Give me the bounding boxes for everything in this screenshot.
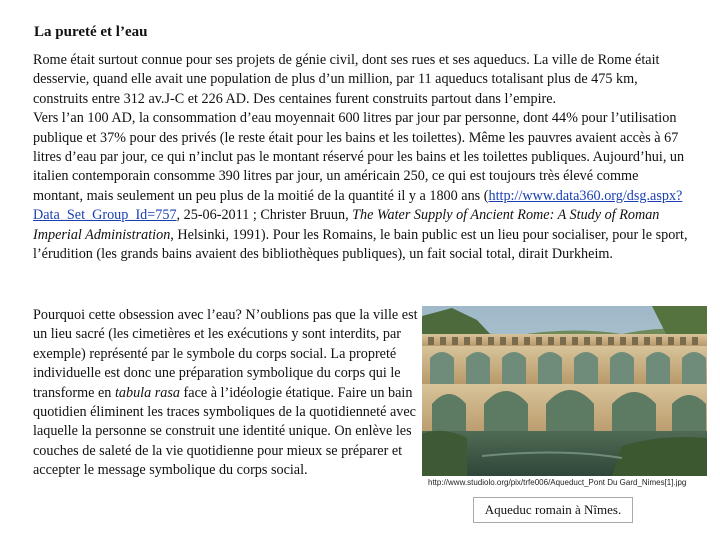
image-source-url: http://www.studiolo.org/pix/trfe006/Aqueduct_Pont Du Gard_Nimes[1].jpg: [428, 478, 687, 487]
consumption-text: Vers l’an 100 AD, la consommation d’eau moyennait 600 litres par jour par personne, dont 44% pour l’utilisation publique et 37% pour des privés (le reste était pour les bains et les toilettes). Même les pauvres avaient accès à 67 litres d’eau par jour, ce qui n’inclut pas le montant réservé pour les bains et les toilettes publiques. Aujourd’hui, un italien contemporain consomme 390 litres par jour, un américain 250, ce qui est toujours très élevé comme montant, mais seulement un peu plus de la moitié de la quantité il y a 1800 ans (: [33, 110, 685, 204]
paragraph-water-consumption: [33, 109, 689, 264]
paragraph-rome-engineering: Rome était surtout connue pour ses projets de génie civil, dont ses rues et ses aqueducs. La ville de Rome était desservie, quand elle avait une population de plus d’un million, par 11 aqueducs totalisant plus de 475 km, construits entre 312 av.J-C et 226 AD. Des centaines furent construits partout dans l’empire.: [33, 52, 660, 107]
purity-text-end: face à l’idéologie étatique. Faire un bain quotidien éliminent les traces symboliques de la quotidienneté avec laquelle la personne se construit une identité unique. On enlève les couches de saleté de la vie quotidienne pour mieux se préparer et accepter le message symbolique du corps social.: [33, 384, 416, 479]
paragraph-purity: [33, 306, 418, 481]
book-title: The Water Supply of Ancient Rome: A Study of Roman Imperial Administration: [33, 207, 660, 243]
citation-text: , 25-06-2011 ; Christer Bruun,: [176, 207, 353, 224]
data360-link[interactable]: http://www.data360.org/dsg.aspx?Data_Set_Group_Id=757: [33, 187, 683, 224]
tabula-rasa-term: tabula rasa: [114, 384, 180, 401]
page-title: La pureté et l’eau: [34, 24, 148, 40]
purity-text: Pourquoi cette obsession avec l’eau? N’oublions pas que la ville est un lieu sacré (les cimetières et les exécutions y sont interdits, par exemple) représenté par le symbole du corps social. La propreté individuelle est donc une préparation symbolique du corps qui le transforme en: [33, 307, 418, 401]
baths-text: , Helsinki, 1991). Pour les Romains, le bain public est un lieu pour socialiser, pour le sport, l’érudition (les grands bains avaient des bibliothèques publiques), un fait social total, dirait Durkheim.: [33, 226, 688, 263]
aqueduct-illustration: [422, 306, 707, 476]
image-caption: Aqueduc romain à Nîmes.: [473, 497, 633, 523]
main-text: [33, 51, 689, 264]
aqueduct-photo: [422, 306, 707, 476]
